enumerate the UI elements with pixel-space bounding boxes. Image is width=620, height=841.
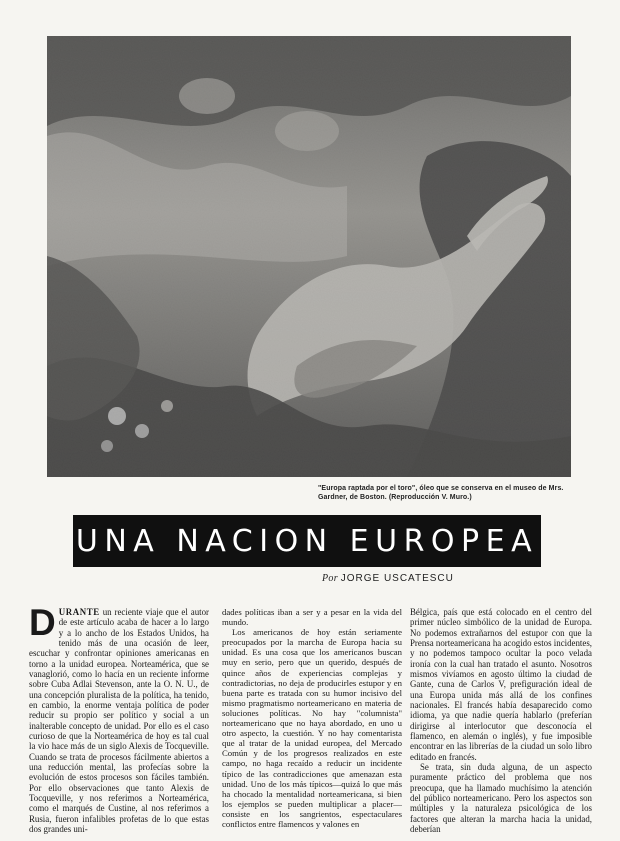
painting-illustration [47,36,571,477]
photo-caption: "Europa raptada por el toro", óleo que se conserva en el museo de Mrs. Gardner, de Boston. (Reproducción V. Muro.) [318,485,564,501]
byline-prefix: Por [322,573,338,584]
author-name: JORGE USCATESCU [340,573,454,584]
article-column-1 [29,607,209,834]
article-paragraph [29,607,209,834]
lead-word: URANTE [58,607,100,617]
article-column-3 [410,607,592,834]
article-paragraph: Bélgica, país que está colocado en el centro del primer núcleo simbólico de la unidad de Europa. No podemos extrañarnos del estupor con que la Prensa norteamericana ha acogido estos incidentes, y no podemos tampoco ocultar la poco velada ironía con la cual han tratado el asunto. Nosotros mismos vivíamos en agosto último la ciudad de Gante, cuna de Carlos V, prefiguración ideal de una Europa unida más allá de los confines nacionales. El francés había desaparecido como idioma, ya que nadie quería hablarlo (preferían dirigirse al interlocutor que desconocía el flamenco, en alemán o inglés), y fue imposible encontrar en las librerías de la ciudad un solo libro editado en francés. [410,607,592,762]
article-column-2 [222,607,402,829]
article-paragraph: Se trata, sin duda alguna, de un aspecto puramente práctico del problema que nos preocupa, que ha llamado muchísimo la atención del público norteamericano. Pero los aspectos son múltiples y la naturaleza psicológica de los factores que alteran la marcha hacia la unidad, deberían [410,761,592,834]
column-1-text: un reciente viaje que el autor de este artículo acaba de hacer a lo largo y a lo ancho de los Estados Unidos, ha tenido más de una ocasión de leer, escuchar y confrontar opiniones americanas en torno a la unidad europea. Norteamérica, que se vanaglorió, como lo hacía en un reciente informe sobre Cuba Adlai Stevenson, ante la O. N. U., de una concepción pluralista de la política, ha tenido, en cambio, la enorme ventaja política de poder reducir su propio ser político y social a un inalterable concepto de unidad. Por ello es el caso curioso de que la Norteamérica de hoy es tal cual la vio hace más de un siglo Alexis de Tocqueville. Cuando se trata de procesos fácilmente abiertos a una reducción mental, las profecías sobre la evolución de estos procesos son fáciles también. Por ello observaciones que tanto Alexis de Tocqueville, y nos referimos a Norteamérica, como el marqués de Custine, al nos referimos a Rusia, fueron infalibles profetas de lo que estas dos grandes uni- [29,607,209,834]
headline: UNA NACION EUROPEA [75,523,539,559]
painting-photo [47,36,571,477]
headline-banner [73,515,541,567]
article-paragraph: dades políticas iban a ser y a pesar en la vida del mundo. [222,607,402,628]
article-paragraph: Los americanos de hoy están seriamente preocupados por la marcha de Europa hacia su unidad. Es una cosa que los americanos buscan muy en serio, pero que un querido, después de quince años de experiencias complejas y contradictorias, no deja de producirles estupor y en buena parte es tratada con su humor incisivo del mismo pragmatismo norteamericano en materia de soluciones políticas. No hay "columnista" norteamericano que no haya abordado, en uno u otro aspecto, la cuestión. Y no hay comentarista que al tratar de la unidad europea, del Mercado Común y de los progresos realizados en este campo, no haga recaído a reducir un incidente típico de las contradicciones que amenazan esta unidad. Uno de los más típicos—quizá lo que más ha chocado la mentalidad norteamericana, si bien los ejemplos se pueden multiplicar a placer—consiste en los sangrientos, espectaculares conflictos entre flamencos y valones en [222,627,402,829]
drop-cap: D [29,607,56,643]
byline [322,573,454,584]
